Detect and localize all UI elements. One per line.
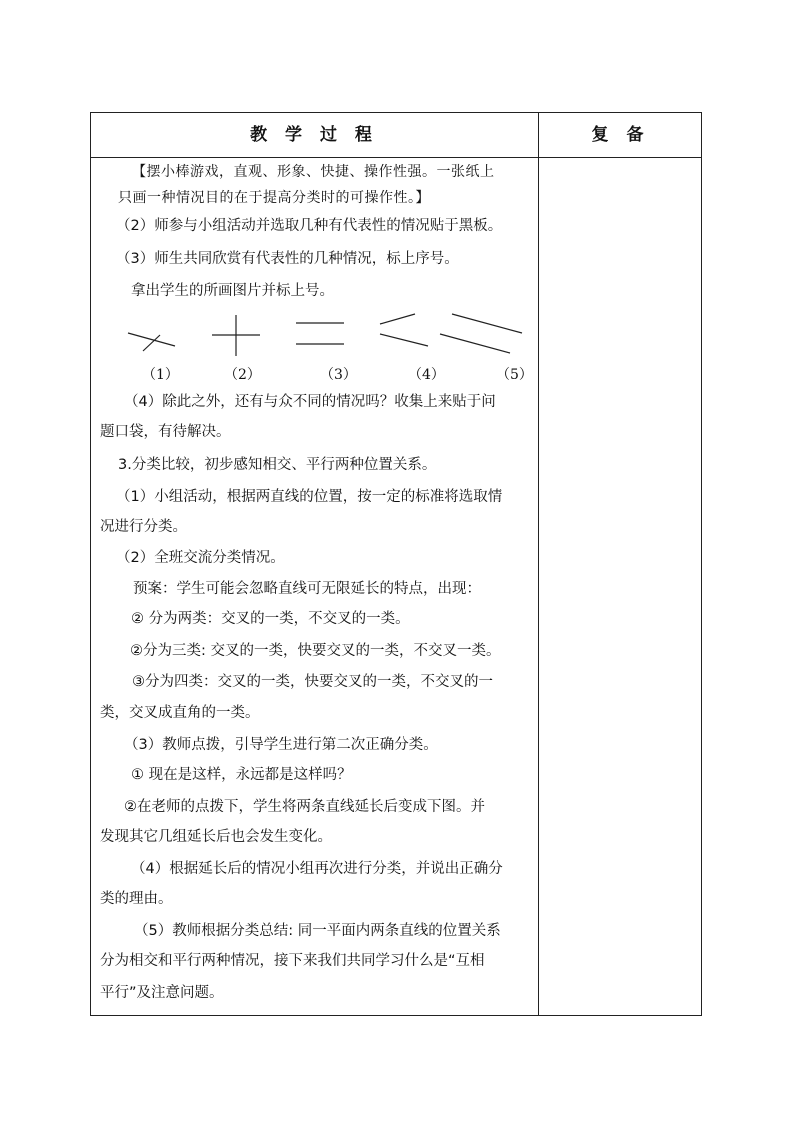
fig4-line-top xyxy=(380,314,415,324)
text-line: （2）师参与小组活动并选取几种有代表性的情况贴于黑板。 xyxy=(116,218,503,234)
text-line: 类，交叉成直角的一类。 xyxy=(100,705,260,721)
text-line: （3）教师点拨，引导学生进行第二次正确分类。 xyxy=(124,737,438,753)
text-line: （2）全班交流分类情况。 xyxy=(116,550,285,566)
text-line: 预案：学生可能会忽略直线可无限延长的特点，出现： xyxy=(133,581,481,597)
text-line: 发现其它几组延长后也会发生变化。 xyxy=(100,829,332,845)
fig1-line-a xyxy=(128,333,175,346)
text-line: 类的理由。 xyxy=(100,891,173,907)
fig5-line-top xyxy=(452,314,522,333)
text-line: 平行”及注意问题。 xyxy=(100,985,224,1001)
text-line: 题口袋，有待解决。 xyxy=(100,424,231,440)
text-line: （4）除此之外，还有与众不同的情况吗？收集上来贴于问 xyxy=(124,394,496,410)
text-line: 只画一种情况目的在于提高分类时的可操作性。】 xyxy=(118,190,430,206)
text-line: （3）师生共同欣赏有代表性的几种情况，标上序号。 xyxy=(116,251,459,267)
figure-label: （1） xyxy=(142,367,179,383)
text-line: （4）根据延长后的情况小组再次进行分类，并说出正确分 xyxy=(131,861,503,877)
text-line: （1）小组活动，根据两直线的位置，按一定的标准将选取情 xyxy=(116,489,503,505)
text-line: ②在老师的点拨下，学生将两条直线延长后变成下图。并 xyxy=(124,799,485,815)
text-line: 拿出学生的所画图片并标上号。 xyxy=(131,283,334,299)
figure-label: （5） xyxy=(496,367,533,383)
header-teaching-process: 教 学 过 程 xyxy=(250,125,378,145)
text-line: 3.分类比较，初步感知相交、平行两种位置关系。 xyxy=(118,457,437,473)
text-line: 况进行分类。 xyxy=(100,519,187,535)
figure-label: （3） xyxy=(320,367,357,383)
text-line: ②分为三类: 交叉的一类，快要交叉的一类，不交叉一类。 xyxy=(130,643,501,659)
text-line: 分为相交和平行两种情况，接下来我们共同学习什么是“互相 xyxy=(100,953,485,969)
text-line: ② 分为两类：交叉的一类，不交叉的一类。 xyxy=(131,611,410,627)
line-figures xyxy=(0,0,794,400)
fig4-line-bottom xyxy=(380,334,428,346)
text-line: ① 现在是这样，永远都是这样吗？ xyxy=(131,767,352,783)
figure-label: （2） xyxy=(224,367,261,383)
text-line: （5）教师根据分类总结: 同一平面内两条直线的位置关系 xyxy=(134,923,501,939)
text-line: ③分为四类：交叉的一类，快要交叉的一类，不交叉的一 xyxy=(132,674,493,690)
text-line: 【摆小棒游戏，直观、形象、快捷、操作性强。一张纸上 xyxy=(132,164,495,180)
header-review-prep: 复 备 xyxy=(591,125,650,145)
fig5-line-bottom xyxy=(440,334,510,353)
figure-label: （4） xyxy=(408,367,445,383)
